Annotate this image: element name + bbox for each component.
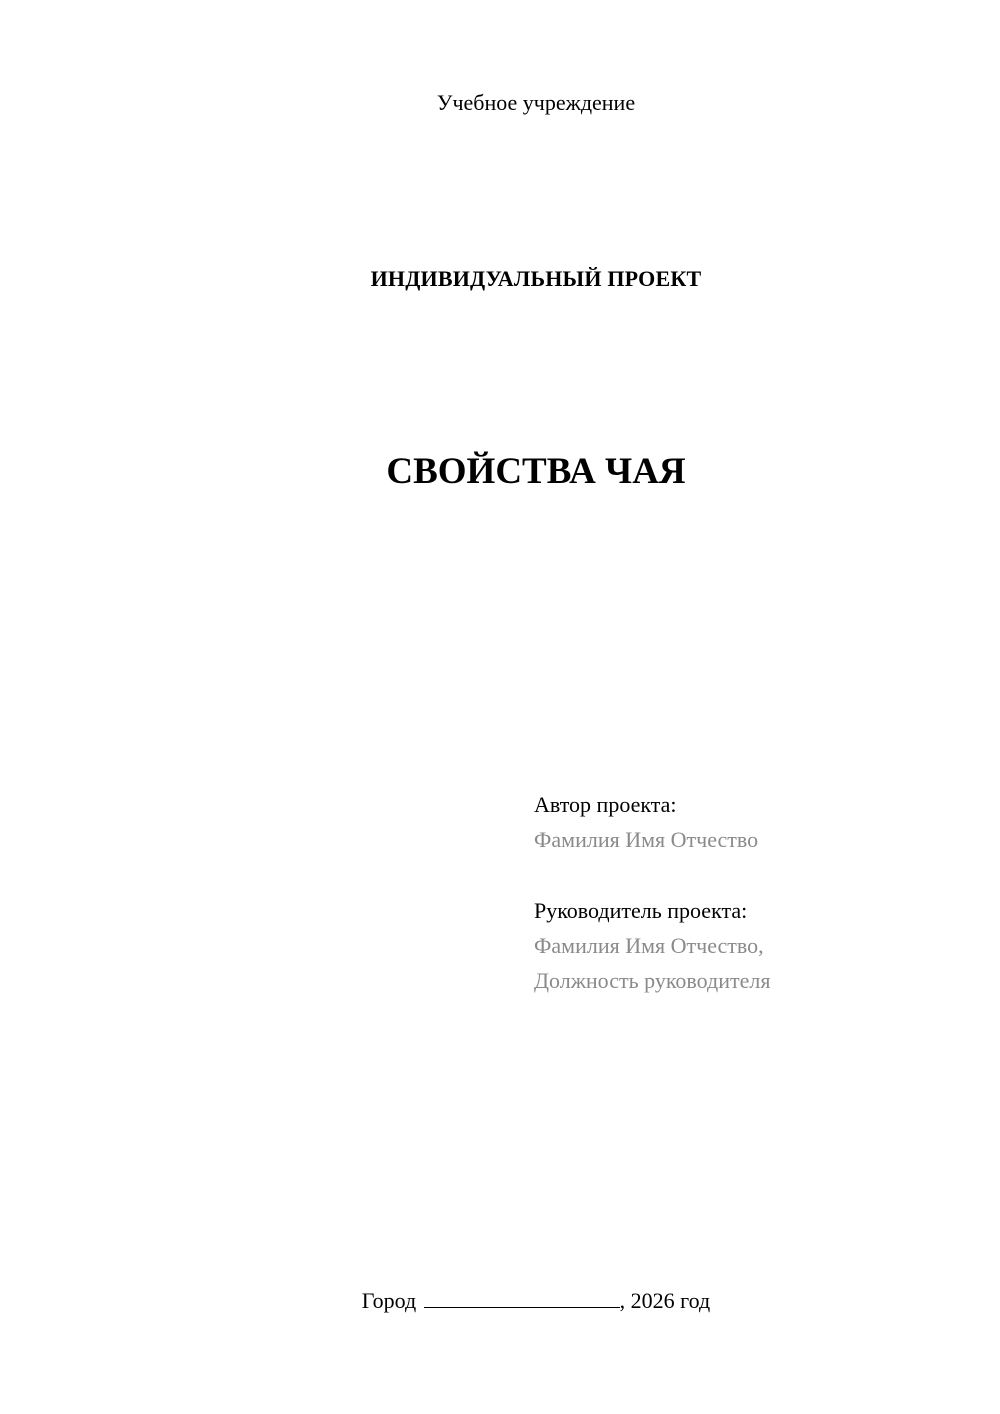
supervisor-position: Должность руководителя: [534, 968, 771, 993]
city-blank-line: [424, 1287, 620, 1308]
footer-city-year: [0, 1287, 1000, 1314]
author-label: Автор проекта:: [534, 792, 677, 817]
city-label: Город: [361, 1288, 417, 1313]
author-name: Фамилия Имя Отчество: [534, 827, 759, 852]
project-type-heading: ИНДИВИДУАЛЬНЫЙ ПРОЕКТ: [370, 266, 702, 291]
institution-name: Учебное учреждение: [436, 90, 636, 115]
author-block: [534, 787, 758, 857]
year-text: , 2026 год: [619, 1288, 711, 1313]
supervisor-name: Фамилия Имя Отчество,: [534, 933, 764, 958]
project-title: СВОЙСТВА ЧАЯ: [386, 451, 686, 492]
supervisor-block: [534, 893, 770, 998]
supervisor-label: Руководитель проекта:: [534, 898, 748, 923]
